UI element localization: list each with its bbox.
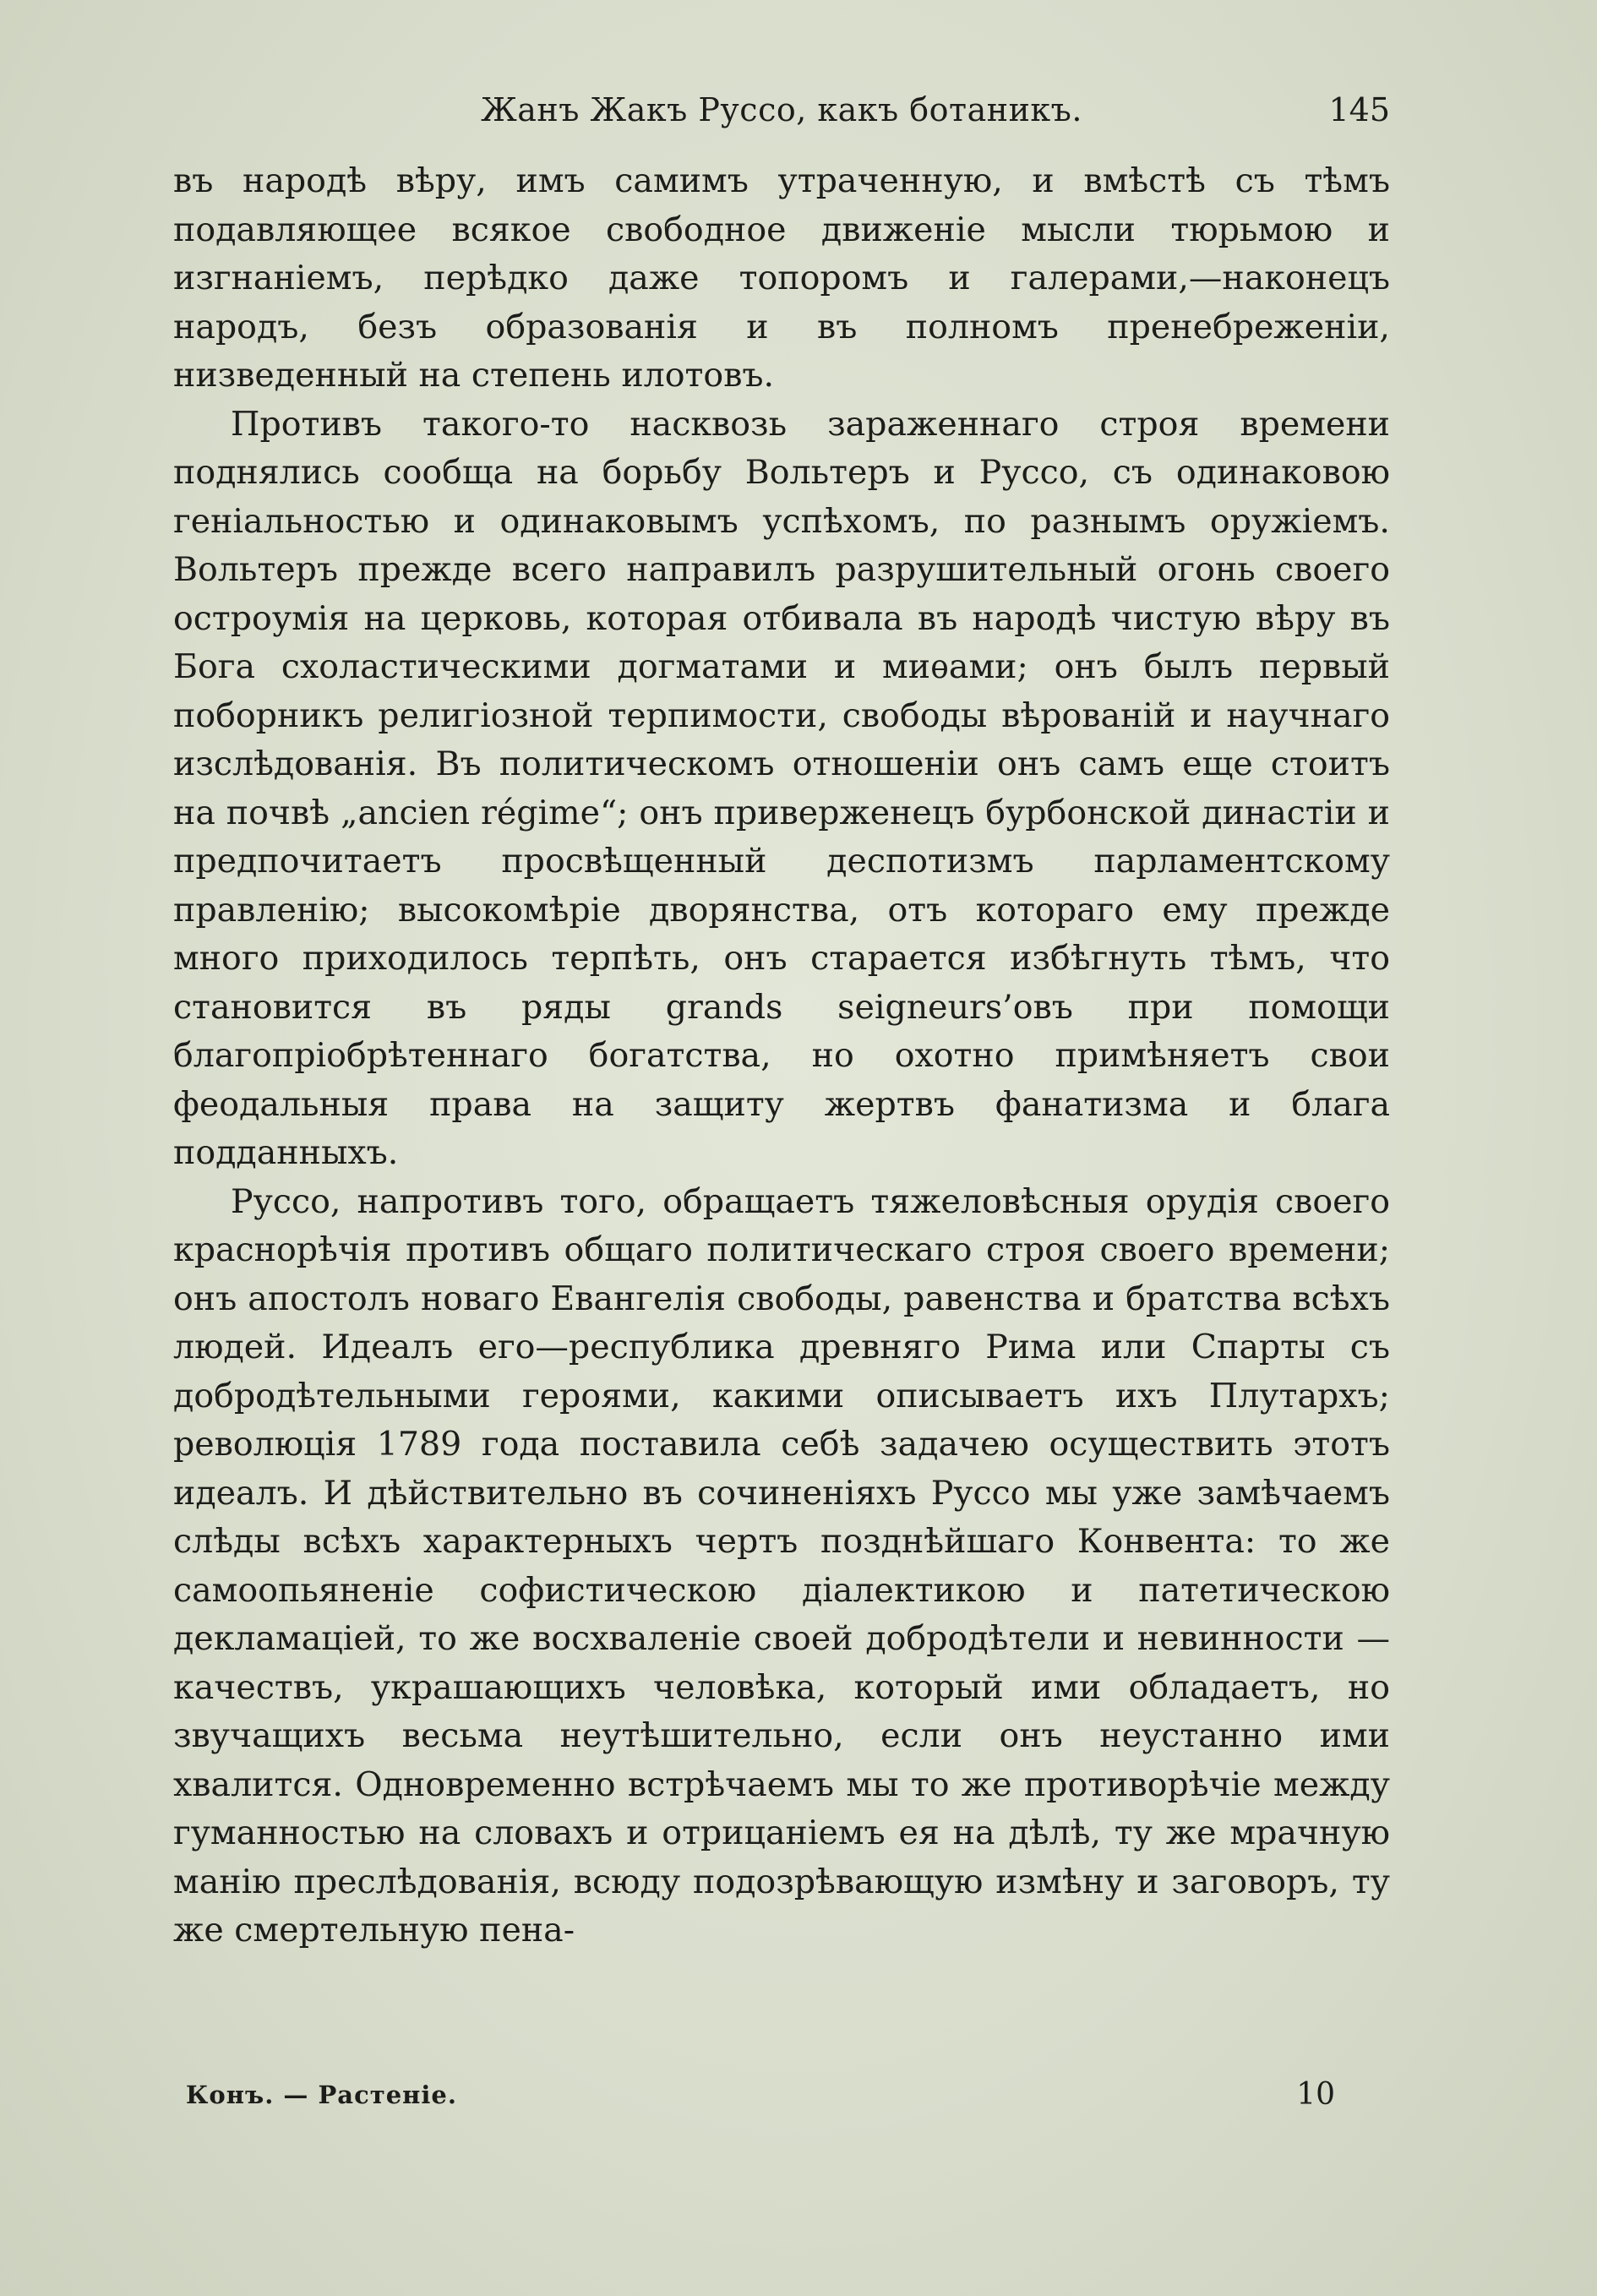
running-title: Жанъ Жакъ Руссо, какъ ботаникъ. xyxy=(481,91,1082,128)
paragraph-2: Противъ такого-то насквозь зараженнаго строя времени поднялись сообща на борьбу Вольтеръ и Руссо, съ одинаковою геніальностью и одинаковымъ успѣхомъ, по разнымъ оружіемъ. Вольтеръ прежде всего направилъ разрушительный огонь своего остроумія на церковь, которая отбивала въ народѣ чистую вѣру въ Бога схоластическими догматами и миѳами; онъ былъ первый поборникъ религіозной терпимости, свободы вѣрованій и научнаго изслѣдованія. Въ политическомъ отношеніи онъ самъ еще стоитъ на почвѣ „ancien régime“; онъ приверженецъ бурбонской династіи и предпочитаетъ просвѣщенный деспотизмъ парламентскому правленію; высокомѣріе дворянства, отъ котораго ему прежде много приходилось терпѣть, онъ старается избѣгнуть тѣмъ, что становится въ ряды grands seigneurs’овъ при помощи благопріобрѣтеннаго богатства, но охотно примѣняетъ свои феодальныя права на защиту жертвъ фанатизма и блага подданныхъ. xyxy=(173,404,1390,1172)
page-footer xyxy=(186,2077,1335,2123)
paragraph-1: въ народѣ вѣру, имъ самимъ утраченную, и вмѣстѣ съ тѣмъ подавляющее всякое свободное движеніе мысли тюрьмою и изгнаніемъ, перѣдко даже топоромъ и галерами,—наконецъ народъ, безъ образованія и въ полномъ пренебреженіи, низведенный на степень илотовъ. xyxy=(173,161,1390,395)
paragraph-3: Руссо, напротивъ того, обращаетъ тяжеловѣсныя орудія своего краснорѣчія противъ общаго политическаго строя своего времени; онъ апостолъ новаго Евангелія свободы, равенства и братства всѣхъ людей. Идеалъ его—республика древняго Рима или Спарты съ добродѣтельными героями, какими описываетъ ихъ Плутархъ; революція 1789 года поставила себѣ задачею осуществить этотъ идеалъ. И дѣйствительно въ сочиненіяхъ Руссо мы уже замѣчаемъ слѣды всѣхъ характерныхъ чертъ позднѣйшаго Конвента: то же самоопьяненіе софистическою діалектикою и патетическою декламаціей, то же восхваленіе своей добродѣтели и невинности — качествъ, украшающихъ человѣка, который ими обладаетъ, но звучащихъ весьма неутѣшительно, если онъ неустанно ими хвалится. Одновременно встрѣчаемъ мы то же противорѣчіе между гуманностью на словахъ и отрицаніемъ ея на дѣлѣ, ту же мрачную манію преслѣдованія, всюду подозрѣвающую измѣну и заговоръ, ту же смертельную пена- xyxy=(173,1181,1390,1950)
body-text xyxy=(173,157,1390,1955)
sheet-number: 10 xyxy=(1296,2077,1335,2112)
page-number: 145 xyxy=(1328,91,1390,128)
running-head xyxy=(173,91,1390,134)
printer-signature: Конъ. — Растеніе. xyxy=(186,2081,457,2109)
